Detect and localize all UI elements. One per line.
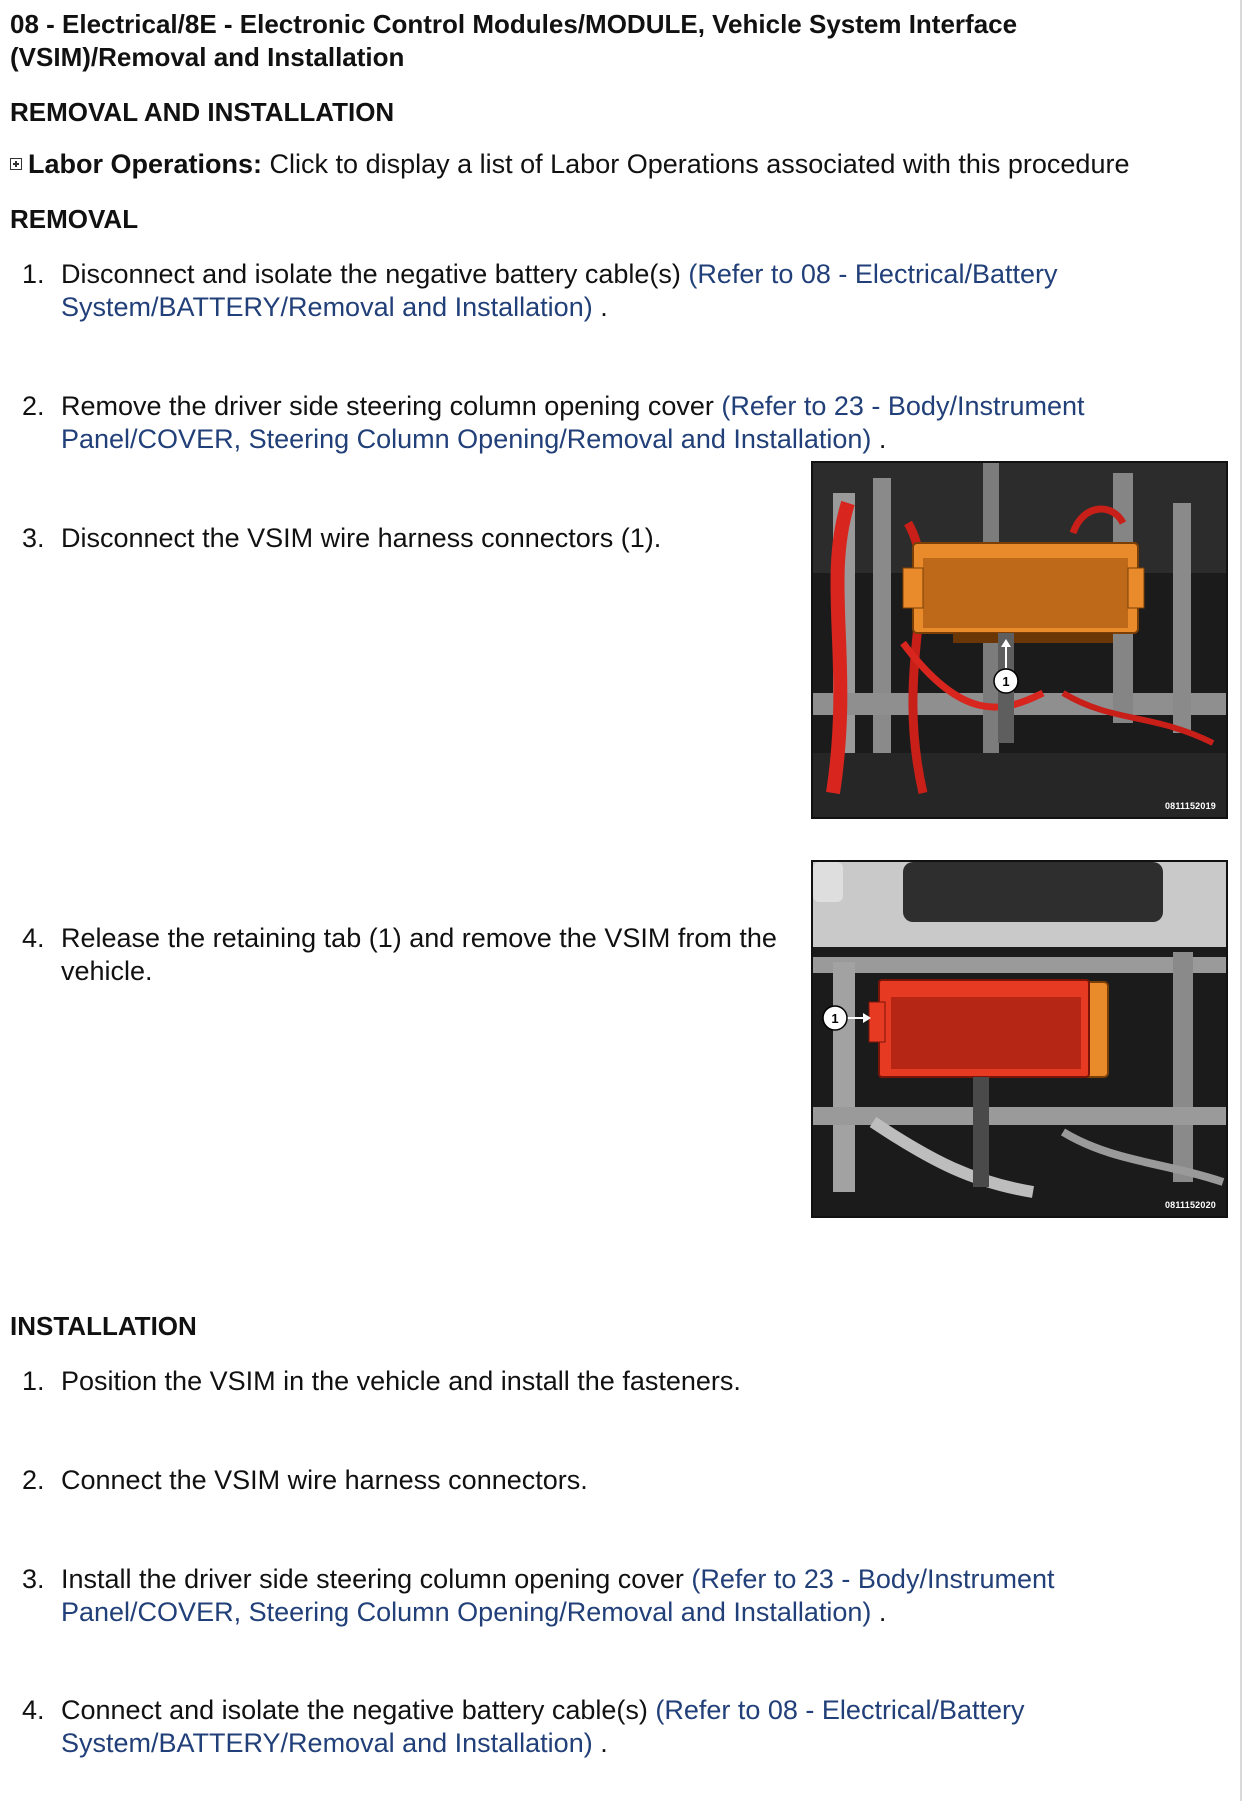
installation-step-3 [22, 1563, 1122, 1629]
figure-code: 0811152020 [1164, 1200, 1216, 1210]
step-number: 1. [22, 1366, 45, 1396]
step-tail: . [592, 292, 608, 322]
expand-plus-icon[interactable] [10, 158, 22, 170]
step-text: Disconnect the VSIM wire harness connectors (1). [61, 523, 662, 553]
installation-step-4 [22, 1694, 1082, 1760]
vsim-retaining-tab-illustration [813, 862, 1226, 1216]
removal-step-4 [22, 922, 812, 988]
installation-step-1 [22, 1365, 1122, 1398]
step-number: 4. [22, 1695, 45, 1725]
step-text: Position the VSIM in the vehicle and install the fasteners. [61, 1366, 741, 1396]
step-number: 3. [22, 523, 45, 553]
removal-step-2 [22, 390, 1132, 456]
vsim-retaining-tab-figure [811, 860, 1228, 1218]
step-text: Remove the driver side steering column opening cover [61, 391, 722, 421]
step-tail: . [871, 424, 887, 454]
refer-battery-link[interactable]: (Refer to 08 - Electrical/Battery System/BATTERY/Removal and Installation) [61, 1695, 1025, 1758]
step-number: 2. [22, 391, 45, 421]
step-tail: . [592, 1728, 608, 1758]
step-number: 4. [22, 923, 45, 953]
refer-steering-cover-link[interactable]: (Refer to 23 - Body/Instrument Panel/COVER, Steering Column Opening/Removal and Installation) [61, 391, 1085, 454]
labor-operations-label: Labor Operations: [28, 149, 263, 179]
step-number: 2. [22, 1465, 45, 1495]
vsim-connectors-figure [811, 461, 1228, 819]
removal-step-3 [22, 522, 792, 555]
labor-operations-text: Click to display a list of Labor Operations associated with this procedure [269, 149, 1130, 179]
step-text: Disconnect and isolate the negative battery cable(s) [61, 259, 689, 289]
vsim-connectors-illustration [813, 463, 1226, 817]
step-text: Connect and isolate the negative battery cable(s) [61, 1695, 656, 1725]
installation-step-2 [22, 1464, 1122, 1497]
labor-operations-toggle[interactable] [10, 148, 1129, 180]
step-tail: . [871, 1597, 887, 1627]
refer-steering-cover-link[interactable]: (Refer to 23 - Body/Instrument Panel/COVER, Steering Column Opening/Removal and Installation) [61, 1564, 1055, 1627]
step-text: Release the retaining tab (1) and remove the VSIM from the vehicle. [61, 923, 777, 986]
callout-1-label: 1 [831, 1011, 839, 1026]
step-text: Install the driver side steering column opening cover [61, 1564, 692, 1594]
procedure-heading: REMOVAL AND INSTALLATION [10, 97, 395, 127]
removal-step-1 [22, 258, 1102, 324]
figure-code: 0811152019 [1164, 801, 1216, 811]
installation-heading: INSTALLATION [10, 1311, 197, 1341]
step-number: 3. [22, 1564, 45, 1594]
page-title: 08 - Electrical/8E - Electronic Control Modules/MODULE, Vehicle System Interface (VSIM)/Removal and Installation [10, 9, 1018, 72]
step-text: Connect the VSIM wire harness connectors. [61, 1465, 588, 1495]
removal-heading: REMOVAL [10, 204, 139, 234]
refer-battery-link[interactable]: (Refer to 08 - Electrical/Battery System/BATTERY/Removal and Installation) [61, 259, 1058, 322]
callout-1-label: 1 [1002, 674, 1010, 689]
step-number: 1. [22, 259, 45, 289]
